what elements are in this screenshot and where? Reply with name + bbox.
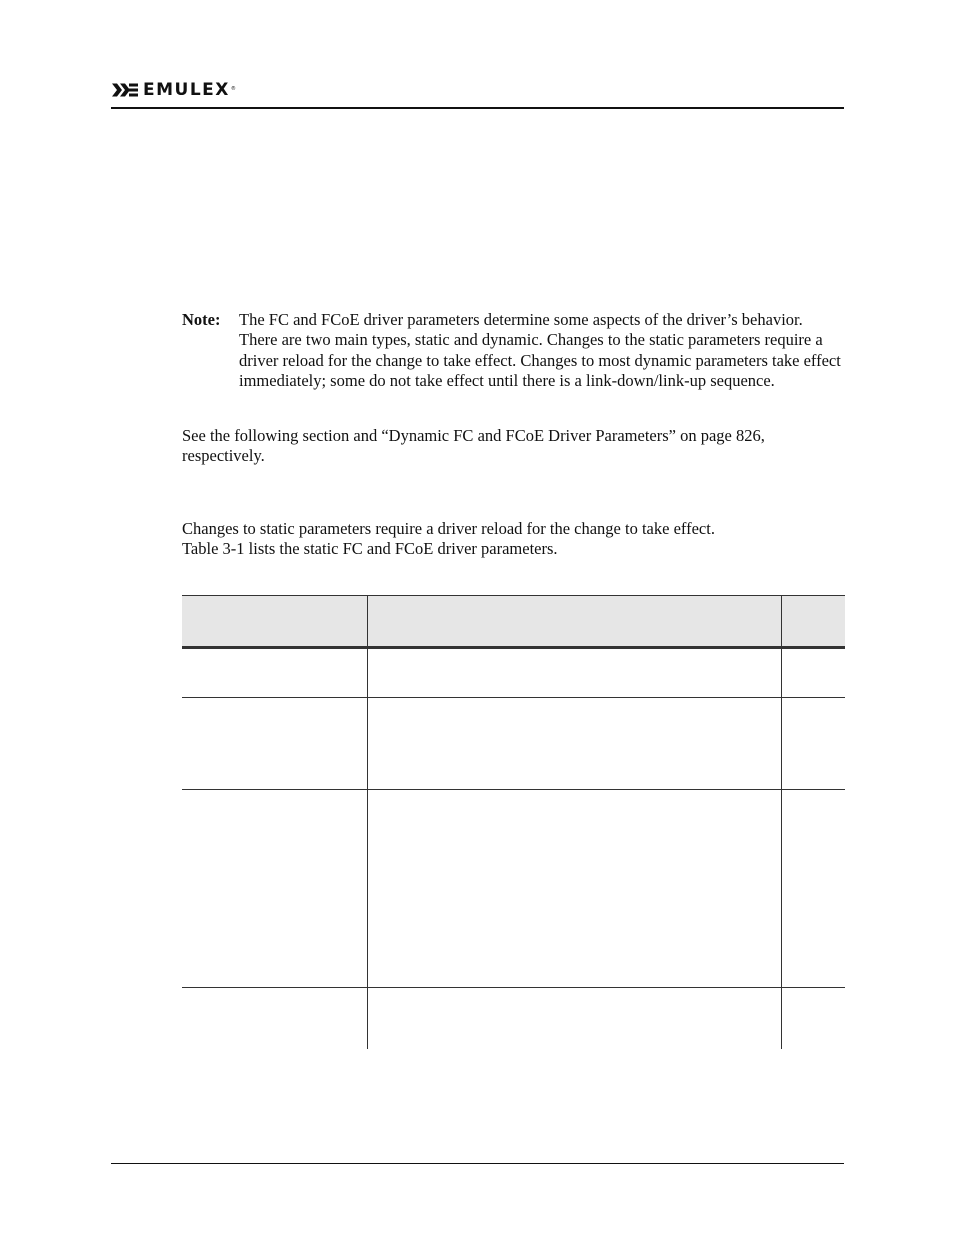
- header-rule: [111, 107, 844, 109]
- static-parameters-table: [182, 595, 845, 1049]
- see-following-paragraph: See the following section and “Dynamic FC and FCoE Driver Parameters” on page 826, respectively.: [182, 426, 765, 466]
- footer-rule: [111, 1163, 844, 1164]
- logo-wordmark: EMULEX: [143, 80, 230, 100]
- table-column-divider-2: [781, 595, 782, 1049]
- table-header-row: [182, 595, 845, 649]
- static-intro-line-1: Changes to static parameters require a driver reload for the change to take effect.: [182, 519, 715, 538]
- emulex-logo-mark-icon: [111, 82, 139, 98]
- note-block: [182, 310, 842, 391]
- emulex-logo: [111, 80, 236, 100]
- trademark-mark: ®: [230, 86, 236, 92]
- table-row-divider-3: [182, 987, 845, 988]
- note-text: The FC and FCoE driver parameters determine some aspects of the driver’s behavior. There are two main types, static and dynamic. Changes to the static parameters require a driver reload for the change to take effect. Changes to most dynamic parameters take effect immediately; some do not take effect until there is a link-down/link-up sequence.: [239, 310, 841, 390]
- table-column-divider-1: [367, 595, 368, 1049]
- static-parameters-intro: [182, 519, 844, 560]
- static-intro-line-2: Table 3-1 lists the static FC and FCoE driver parameters.: [182, 539, 558, 559]
- table-row-divider-1: [182, 697, 845, 698]
- table-row-divider-2: [182, 789, 845, 790]
- note-label: Note:: [182, 310, 221, 329]
